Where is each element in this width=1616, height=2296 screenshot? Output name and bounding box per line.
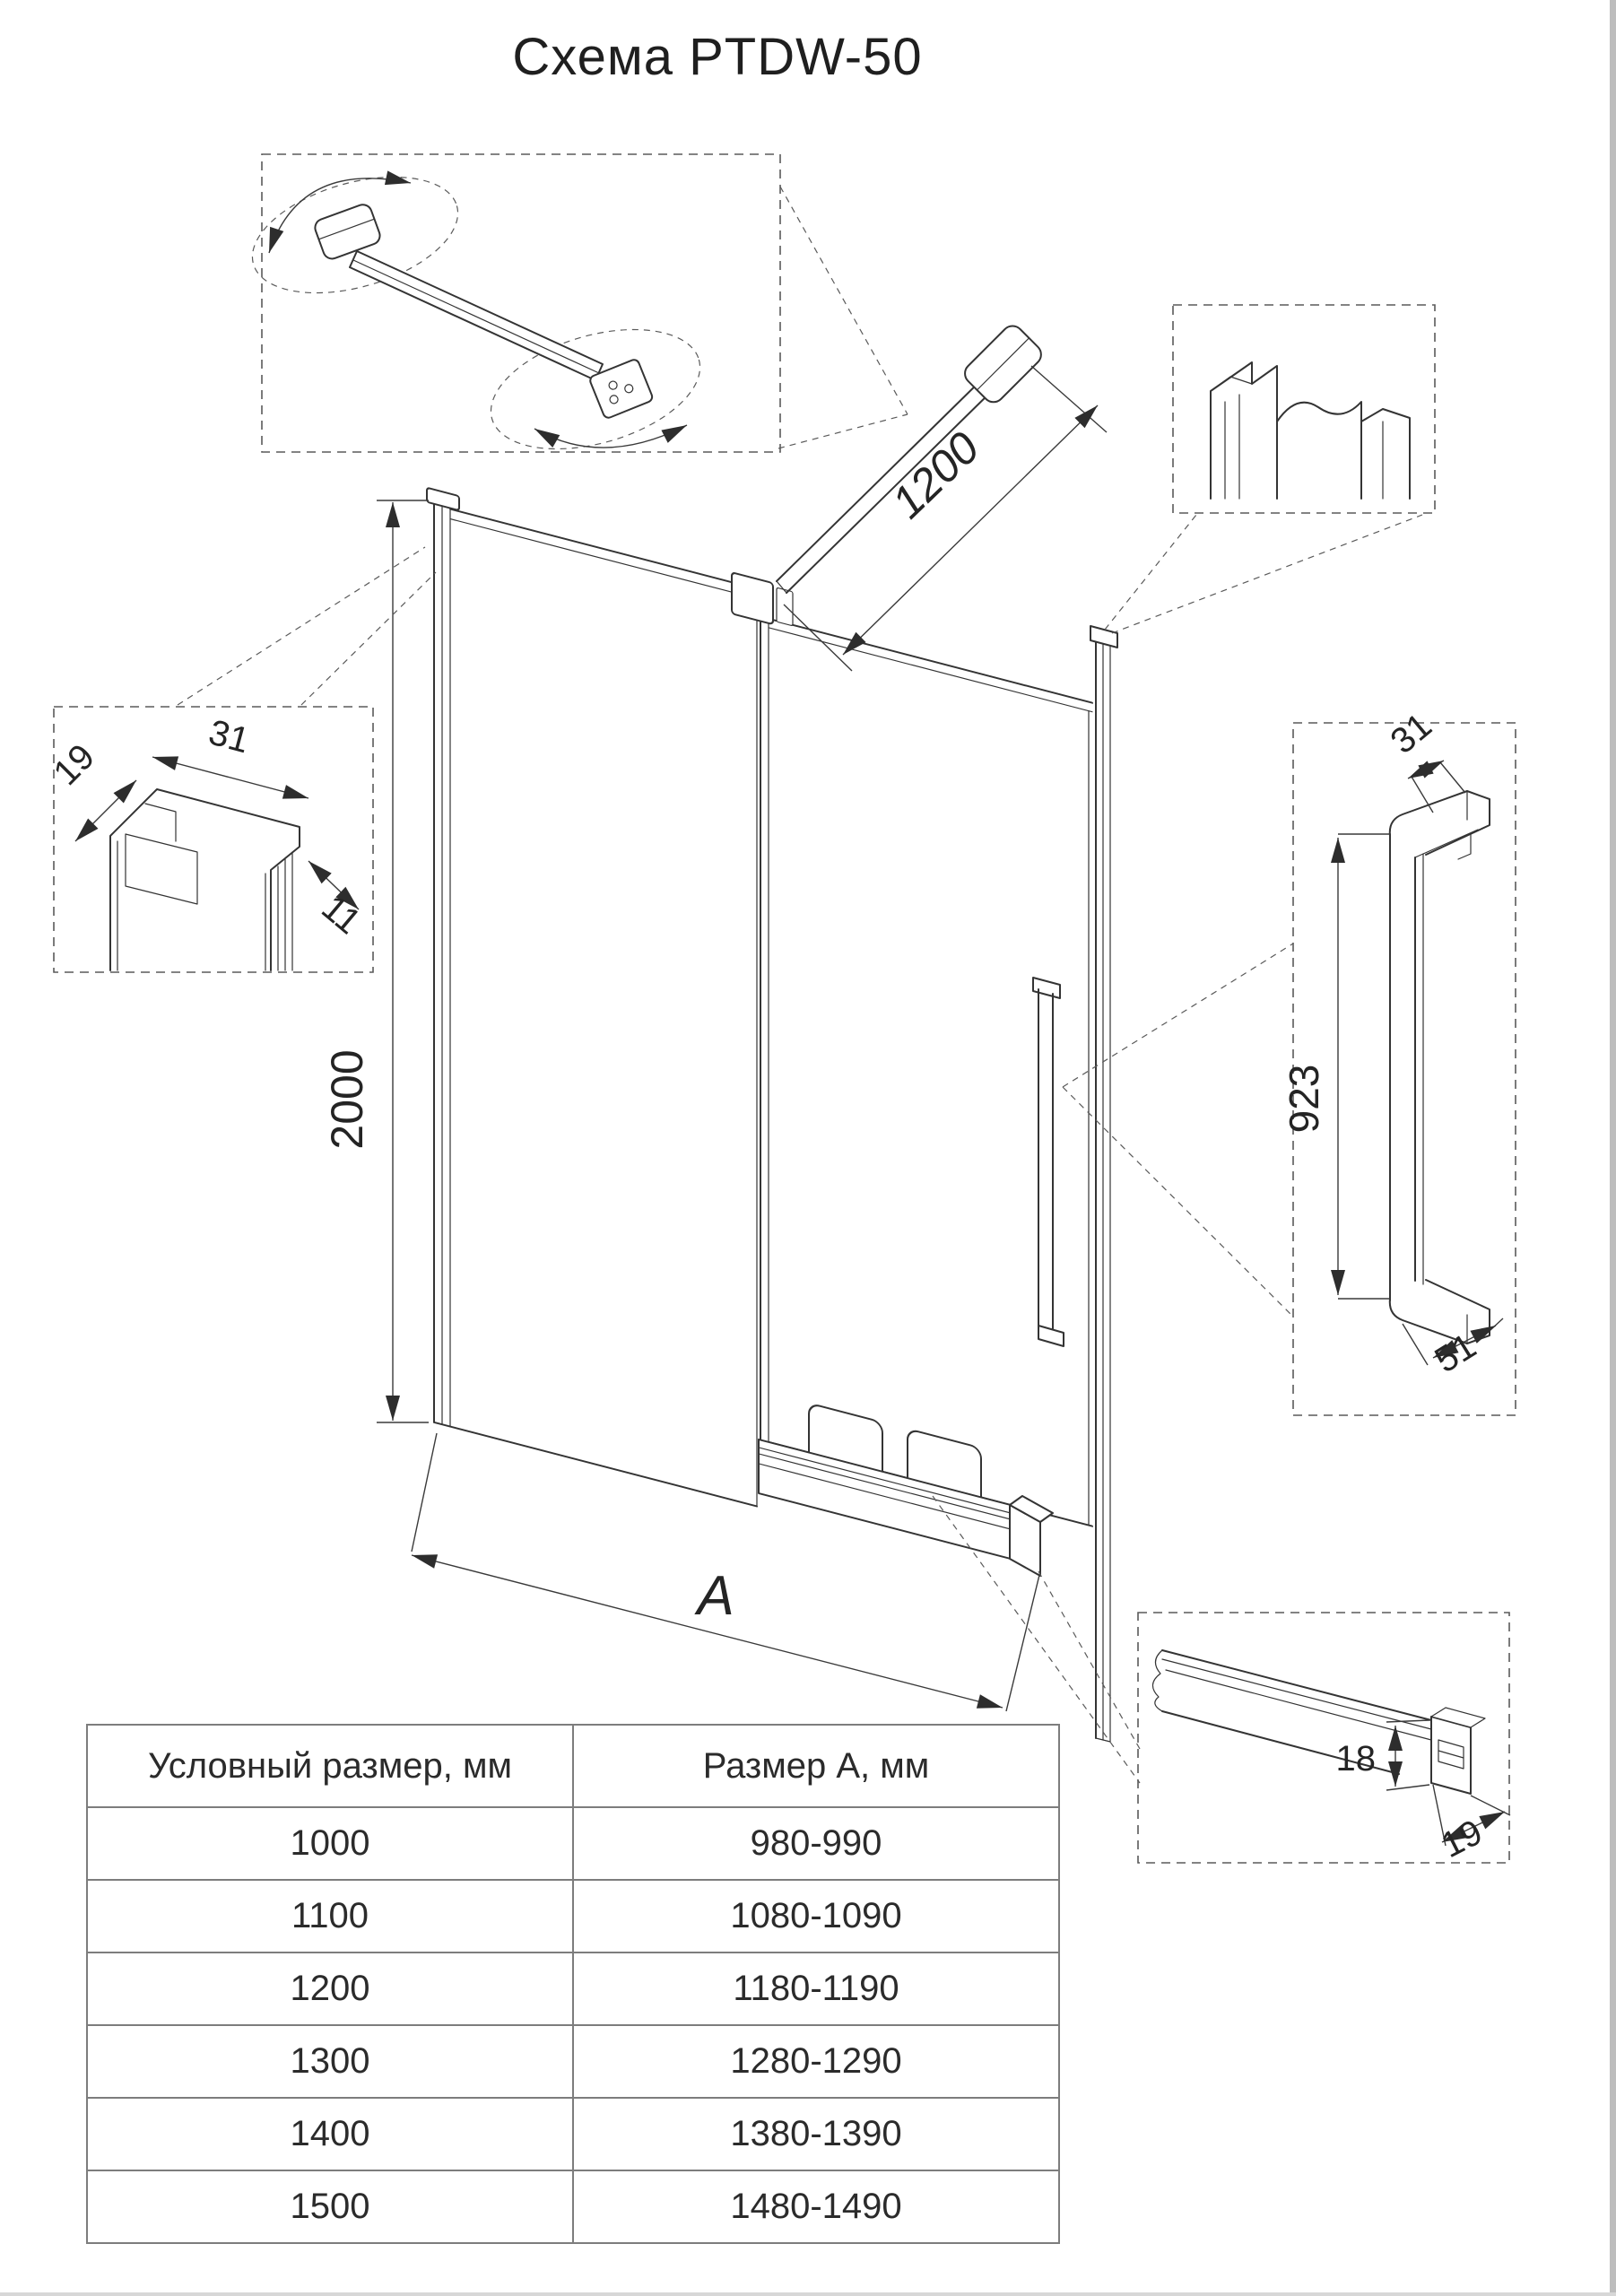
page-title: Схема PTDW-50 xyxy=(512,28,923,86)
leader-wallprofile-2 xyxy=(301,572,436,705)
size-a-value: 1480-1490 xyxy=(573,2170,1059,2243)
dimA-ext-right xyxy=(1006,1571,1040,1711)
dim-923-label: 923 xyxy=(1281,1064,1327,1134)
wall-profile-inner-block xyxy=(145,804,176,841)
rail-detail-top3 xyxy=(1166,1670,1431,1740)
scan-edge-right xyxy=(1610,0,1616,2296)
dim-door-height xyxy=(322,500,429,1422)
size-a-value: 1080-1090 xyxy=(573,1880,1059,1952)
dim31-handle-line xyxy=(1408,761,1444,778)
dim18-ext-bottom xyxy=(1386,1785,1429,1790)
nominal-size-value: 1400 xyxy=(87,2098,573,2170)
table-row xyxy=(87,2098,1059,2170)
dim19-wall-line xyxy=(75,780,136,841)
leader-lines xyxy=(178,187,1422,1783)
rail-detail-top1 xyxy=(1162,1650,1431,1720)
right-seal-profile xyxy=(1090,626,1117,1742)
leader-handle-1 xyxy=(1063,944,1293,1087)
nominal-size-value: 1300 xyxy=(87,2025,573,2098)
dim18-ext-top xyxy=(1386,1720,1429,1722)
right-profile-cap xyxy=(1090,626,1117,648)
handle-top-cap xyxy=(1033,978,1060,998)
iso-panels-group xyxy=(427,488,1092,1594)
nominal-size-value: 1000 xyxy=(87,1807,573,1880)
size-a-value: 1280-1290 xyxy=(573,2025,1059,2098)
detail-wall-bracket xyxy=(313,202,383,261)
detail-bottom-rail xyxy=(1138,1613,1510,1866)
nominal-size-value: 1100 xyxy=(87,1880,573,1952)
rail-detail-top2 xyxy=(1162,1659,1431,1729)
bar-glass-clamp-plate xyxy=(777,587,793,626)
rail-end-cap xyxy=(1010,1496,1053,1576)
leader-sealprofile-1 xyxy=(1105,515,1196,630)
dim51-ext2 xyxy=(1480,1318,1503,1340)
table-row xyxy=(87,1952,1059,2025)
size-a-value: 1380-1390 xyxy=(573,2098,1059,2170)
handle-detail-top-arm xyxy=(1390,791,1490,855)
seal-profile-top-ridge xyxy=(1211,377,1252,391)
detail-bar-body xyxy=(350,251,603,380)
dim-31-wall-label: 31 xyxy=(204,712,254,761)
handle-detail-top-inner xyxy=(1415,830,1478,857)
seal-profile-s-curve xyxy=(1277,402,1361,499)
table-row xyxy=(87,2170,1059,2243)
seal-profile-right-part xyxy=(1361,409,1410,499)
support-bar xyxy=(777,322,1046,593)
dim1200-ext2 xyxy=(1031,366,1107,432)
size-table xyxy=(86,1724,1060,2244)
leader-sealprofile-2 xyxy=(1112,515,1422,633)
table-row xyxy=(87,1807,1059,1880)
detail-seal-profile xyxy=(1173,305,1435,513)
fixed-panel-bottom-edge xyxy=(434,1422,757,1507)
dim-2000-label: 2000 xyxy=(322,1049,372,1150)
dim-bar-length xyxy=(784,366,1107,671)
detail-handle xyxy=(1281,706,1516,1415)
dimA-ext-left xyxy=(412,1433,437,1552)
detail-support-bar-frame xyxy=(262,154,780,452)
leader-wallprofile-1 xyxy=(178,547,425,705)
seal-profile-left-channel xyxy=(1211,362,1277,499)
dim-19-wall-label: 19 xyxy=(46,736,103,794)
support-bar-wall-bracket xyxy=(960,322,1046,407)
nominal-size-value: 1200 xyxy=(87,1952,573,2025)
main-assembly-view xyxy=(322,322,1117,1742)
leader-handle-2 xyxy=(1063,1087,1293,1317)
rail-detail-end-face xyxy=(1431,1717,1471,1794)
dim-1200-label: 1200 xyxy=(882,422,989,528)
door-handle xyxy=(1033,978,1064,1346)
detail-seal-profile-frame xyxy=(1173,305,1435,513)
handle-bottom-foot xyxy=(1038,1326,1064,1346)
wall-profile-top-cap xyxy=(427,488,459,510)
dim31-wall-line xyxy=(152,757,308,798)
rail-detail-break-line xyxy=(1152,1650,1162,1711)
dim51-ext1 xyxy=(1403,1324,1428,1365)
detail-wall-profile xyxy=(47,707,373,972)
column-header-nominal-size: Условный размер, мм xyxy=(87,1725,573,1807)
scan-edge-bottom xyxy=(0,2292,1616,2296)
detail-support-bar xyxy=(239,154,780,471)
dim-11-label: 11 xyxy=(314,887,369,943)
detail-wall-bracket-body xyxy=(313,202,383,261)
detail-bar-inner-line xyxy=(353,260,599,373)
dim-19-rail-label: 19 xyxy=(1435,1812,1489,1866)
glass-hatch xyxy=(265,852,292,970)
dim-18-label: 18 xyxy=(1335,1739,1376,1779)
dim-A-label: A xyxy=(697,1565,734,1627)
size-table-header-row xyxy=(87,1725,1059,1807)
dim-51-label: 51 xyxy=(1428,1326,1483,1381)
column-header-size-a: Размер А, мм xyxy=(573,1725,1059,1807)
table-row xyxy=(87,2025,1059,2098)
handle-detail-top-notch xyxy=(1458,825,1490,859)
size-a-value: 980-990 xyxy=(573,1807,1059,1880)
wall-profile-channel xyxy=(126,834,197,904)
fixed-panel-top-edge xyxy=(450,509,757,589)
leader-bar-detail-1 xyxy=(780,187,908,414)
rotation-arrow-bottom xyxy=(534,425,687,448)
table-row xyxy=(87,1880,1059,1952)
door-top-edge xyxy=(769,619,1092,703)
size-a-value: 1180-1190 xyxy=(573,1952,1059,2025)
nominal-size-value: 1500 xyxy=(87,2170,573,2243)
leader-rail-2 xyxy=(1038,1571,1140,1749)
door-top-thickness xyxy=(769,628,1092,712)
bar-glass-clamp-block xyxy=(732,572,773,624)
leader-bar-detail-2 xyxy=(778,414,908,448)
fixed-panel-top-thickness xyxy=(450,519,757,599)
dim31-handle-ext2 xyxy=(1440,762,1465,793)
dim-31-handle-label: 31 xyxy=(1383,705,1439,762)
handle-detail-bottom-arm xyxy=(1390,1280,1490,1344)
